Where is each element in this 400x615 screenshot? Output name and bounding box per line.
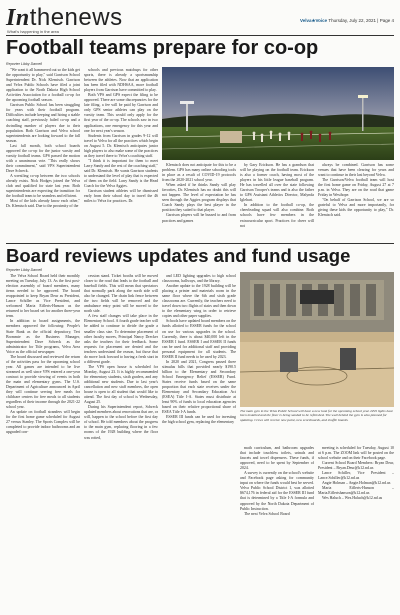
- paragraph: cession stand. Ticket booths will be moved closer to the road that leads to the football and baseball fields. This will mean that spectators that normally park along the north side will also be changed. The chain link fence between the two fields will be removed and the ambulance entry point will be moved to the north side.: [84, 274, 158, 314]
- gym-photo-caption: The main gym in the Velva Public School will have a new look for the upcoming school year. LED lights have been installed and the floor is being sanded to be refinished. The wall behind the gym is also planned for updating. Crews will receive new paint, new scoreboards, and shuffle boards.: [240, 409, 394, 422]
- article1-column-4: [240, 163, 314, 240]
- paragraph: Wes Haluch – Wes.Haluch@k12.nd.us: [322, 496, 383, 501]
- paragraph: Garrison Public School has been struggling for years with their football program. Difficulties include keeping and hiring a stable coaching staff, previously failed co-op and a dwindling number of players due to their population. Both Garrison and Velva school superintendents are looking forward to the fall season.: [6, 103, 80, 143]
- paragraph: Lance Schiller, Vice President – Lance.Schiller@k12.nd.us: [318, 471, 394, 481]
- article1-column-2: [84, 68, 158, 240]
- paragraph: A wrestling co-op between the two schools already exists. Nick Hodges joined the Velva club and qualified for state last year. Both superintendents are expecting the transition for the football team to be seamless and efficient.: [6, 173, 80, 199]
- paragraph: A few staff changes will take place in the Elementary School. A fourth grade teacher will be added to continue to divide the grade a smaller class size. To determine placement of other faculty moves, Principal Nancy Drecker asks the teachers for their feedback. Some requests for placement are denied and the teachers understand the reason, but those that do move look forward to having a fresh start in a different grade.: [84, 314, 158, 364]
- football-field-photo: [162, 67, 394, 160]
- paragraph: meeting is scheduled for Tuesday, August 10 at 6 p.m. The ZOOM link will be posted on the school website and on their Facebook page.: [318, 446, 394, 461]
- paragraph: The Velva School Board held their monthly meeting on Tuesday, July 13. As the first post-election assembly of board members, many items needed to be approved. The board reappointed to keep Bryan Deur as President, Lance Schiller as Vice President, and welcomed Maria Eiflerts-Hanson as the returned to her board set for another three-year term.: [6, 274, 80, 319]
- paragraph: The Garrison/Velva football team will host the first home game on Friday, August 27 at 7 p.m. in Velva. They are on the road that game Friday in Westhope.: [318, 178, 394, 198]
- article1-headline: Football teams prepare for co-op: [6, 37, 319, 59]
- paragraph: by Gary Erickson. He has a grandson that will be playing on the football team. Erickson is also a former coach, having most of the players in his little league baseball program. He has travelled all over the state following Garrison Trooper's teams and is also the father to GPS Assistant Athletics Director, Malynda Iglehart.: [240, 163, 314, 203]
- paragraph: ESSER III funds can be used for investing the high school gym, replacing the elementary: [162, 415, 236, 425]
- article2-column-4: [240, 446, 314, 612]
- football-field-image: [162, 67, 394, 160]
- paragraph: Maria Eiflerts-Hanson – Maria.Eiflertshanson@k12.nd.us: [318, 486, 394, 496]
- masthead-logo: Inthenews: [6, 4, 123, 31]
- paragraph: "On behalf of Garrison School, we are so grateful to Velva and more importantly, for giving these kids the opportunity to play," Dr. Klemisch said.: [318, 198, 394, 218]
- article2-column-3: [162, 274, 236, 612]
- paragraph: The VPS open house is scheduled for Monday, August 23. It is highly recommended for elementary students, sixth graders, and any additional new students. Due to last year's cancellation and new staff members, the open house is open to all student that would like to attend. The first day of school is Wednesday, August 25.: [84, 364, 158, 405]
- paragraph: The board discussed and reviewed the return of the activities pass for the upcoming school year. All games are intended to be live streamed as well since VPS entered a one-year contract to provide viewing of events in both the main and elementary gyms. The U.S. Department of Agriculture announced in April they will continue serving free meals for childcare centers for free meals to all students regardless of their income through the 2021-22 school year.: [6, 354, 80, 410]
- paragraph: The next Velva School Board: [244, 511, 290, 516]
- masthead: [6, 4, 394, 36]
- masthead-rule: [6, 35, 394, 36]
- article1-column-3: [162, 163, 236, 240]
- paragraph: Angie Holman – Angie.Holman@k12.nd.us: [322, 481, 391, 486]
- gym-photo: [240, 272, 394, 407]
- paragraph: In addition to the football co-op, the cheerleading squad will also combine. Both schools have few members in the extracurricular sport. Practices for cheer will not: [240, 203, 314, 228]
- article1-column-1: [6, 68, 80, 240]
- article1-column-5: [318, 163, 394, 240]
- paragraph: When asked if he thinks Sandy will play favorites, Dr. Klemisch has no doubt this will not happen. The level of expectation he has seen through the Aggies program displays that Coach Sandy plays the best player in the position they suited to that player.: [162, 183, 236, 213]
- article2-column-5: [318, 446, 394, 612]
- paragraph: During his Superintendent report, Schreck updated members about renovations that are, or will, happen to the school before the first day of school. He told members about the progress to the main gym, replacing flooring in a few rooms of the 1928 building where the floor was rotted,: [84, 405, 158, 440]
- paragraph: "I think it is important for them to meet Larry Sandy and the rest of the coaching staff," said Dr. Klemisch. He wants Garrison students to understand the level of play that is expected of them on the field. Larry Sandy is the Head Coach for the Velva Aggies.: [84, 158, 158, 189]
- article2-byline: Reporter Libby Darnell: [6, 268, 42, 272]
- article2-column-2: [84, 274, 158, 612]
- masthead-tagline: What's happening in the area: [7, 29, 59, 34]
- gym-image: [240, 272, 394, 407]
- issue-info: Velva★Voice Thursday, July 22, 2021 | Page 4: [299, 18, 394, 23]
- paragraph: Schools have updated board members on the funds allotted to ESSER funds for the school on use for various upgrades in the school. Currently, there is about $40,000 left in the ESSER I fund. ESSER I and ESSER II funds can be used for additional staff and providing personal equipment for all students. The ESSER II fund needs to be used by 2023.: [162, 319, 236, 359]
- paragraph: In addition to board assignments, the members approved the following: People's State Bank as the official depository, Teri Brommie as the Business Manager, Superintendent Dave Schreck as the administrator for Title programs, Velva Area Voice as the official newspaper.: [6, 319, 80, 354]
- paragraph: A survey is currently on the school's website and Facebook page asking for community input on where the funds would best be served. Velva Public School District 1, was allotted $674,176 in federal aid for the ESSER III fund that is determined by a Title I-A formula and approved by the North Dakota Department of Public Instruction.: [240, 471, 314, 511]
- paragraph: Both VPS and GPS expect the filing to be approved. There are some discrepancies for the late filing, a fee will be paid by Garrison and only GPS senior athletes can play on the varsity team. This would only apply for the first year of the co-op. The schools saw in two applications, one emergency for this year and one for next year's season.: [84, 93, 158, 133]
- paragraph: In 2020 and 2021, Congress passed three stimulus bills that provided nearly $190.5 billion to the Elementary and Secondary School Emergency Relief (ESSER) Fund. States receive funds based on the same proportion that each state receives under the Elementary and Secondary Education Act (ESEA) Title I-A. States must distribute at least 90% of funds to local education agencies based on their relative proportional share of ESEA Title I-A funds.: [162, 359, 236, 415]
- paragraph: Current School Board Members: Bryan Deur, President – Bryan.Deur@k12.nd.us: [318, 461, 394, 471]
- paragraph: Klemisch does not anticipate for this to be a problem. GPS has many online schooling tools in place as a result of COVID-19 protocols from the 2020-2021 school year.: [162, 163, 236, 183]
- paragraph: Last fall month, both school boards approved the co-op for the junior varsity and varsity football teams. GPS passed the motion with a unanimous vote. "This really shows their commitment," said VPS Superintendent Dave Schreck.: [6, 143, 80, 173]
- paragraph: math curriculum, and bathroom upgrades that include touchless toilets, urinals and faucets and towel dispensers. These funds, if approved, need to be spent by September of 2024.: [240, 446, 314, 471]
- paragraph: Another update to the 1928 building will be placing a printer and materials room in the same floor where the 6th and sixth grade classrooms are. Currently, the teachers need to travel down two flights of stairs and then down to the elementary wing in order to retrieve copies and other paper supplies.: [162, 284, 236, 319]
- section-divider: [6, 243, 394, 244]
- paragraph: schools and previous matchups for other sports, there is already a sportsmanship between the athletes. Now that an application has been filed with NDHSAA, more football players from Garrison have committed to play.: [84, 68, 158, 93]
- paragraph: "We want it all hammered out so the kids get the opportunity to play," said Garrison School Superintendent Dr. Nick Klemisch. Garrison and Velva Public Schools have filed a joint application to the North Dakota High School Activities Association for a football co-op for the upcoming football season.: [6, 68, 80, 103]
- article2-column-1: [6, 274, 80, 612]
- paragraph: Students from Garrison in grades 9-12 will travel to Velva for all the practices which begin on August 5. Dr. Klemisch anticipates junior high players to also make some of the practices as they travel there to Velva's coaching staff.: [84, 133, 158, 158]
- paragraph: Garrison student athletes will be dismissed early from their school day to travel the 46 miles to Velva for practices. Dr.: [84, 189, 158, 204]
- paragraph: Garrison players will be bussed to and from practices and games: [162, 213, 236, 223]
- article1-byline: Reporter Libby Darnell: [6, 62, 42, 66]
- paragraph: An update on football stranders will begin for the first home game scheduled for August 27 versus Stanley. The Sports Complex will be completed to provide indoor bathrooms and an upgraded con-: [6, 410, 80, 435]
- paragraph: and LED lighting upgrades to high school classrooms, hallways, and the library.: [162, 274, 236, 284]
- paragraph: always be combined. Garrison has some venues that have been clearing for years and want to continue in their last beyond Velva.: [318, 163, 394, 178]
- article2-headline: Board reviews updates and fund usage: [6, 245, 351, 266]
- paragraph: Most of the kids already know each other," Dr. Klemisch said. Due to the proximity of the: [6, 199, 80, 209]
